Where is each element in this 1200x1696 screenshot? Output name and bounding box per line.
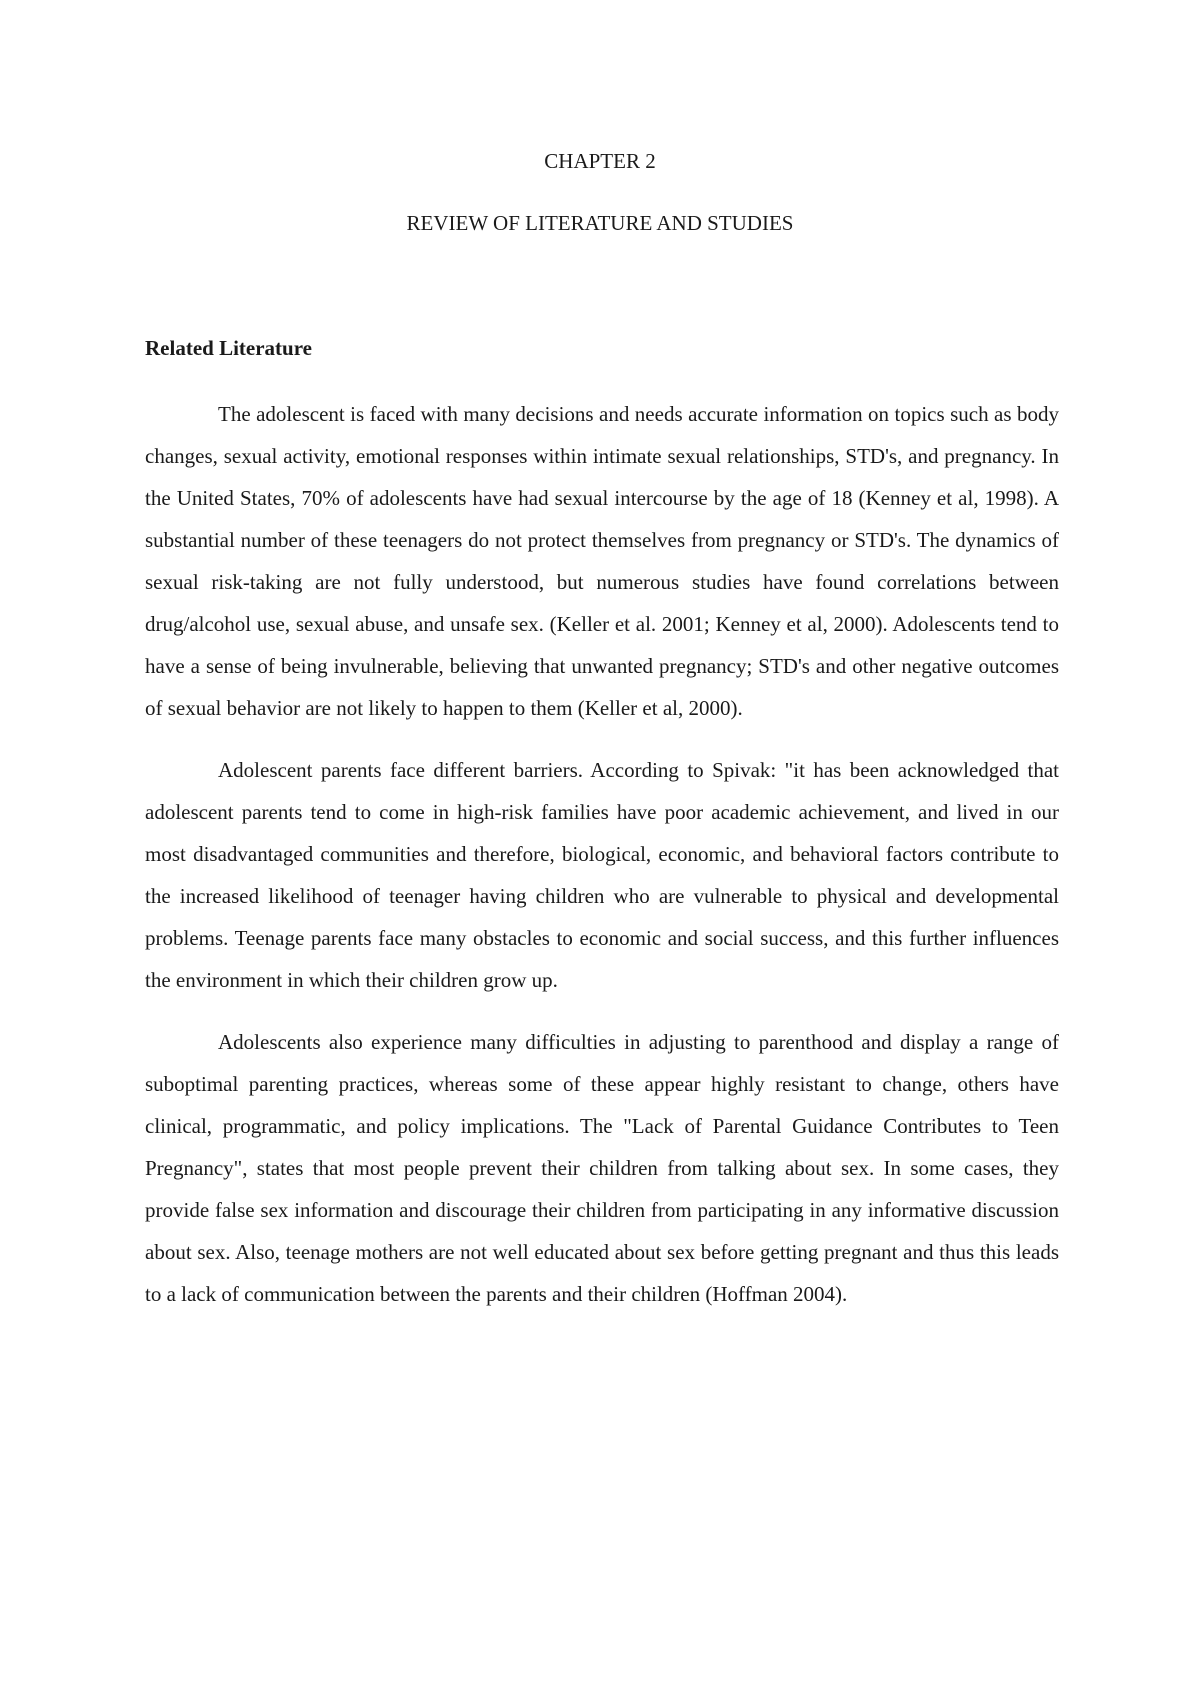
section-heading-related-literature: Related Literature bbox=[145, 336, 312, 360]
chapter-title: REVIEW OF LITERATURE AND STUDIES bbox=[406, 211, 794, 235]
paragraph-3: Adolescents also experience many difficulties in adjusting to parenthood and display a range of suboptimal parenting practices, whereas some of these appear highly resistant to change, others have clinical, programmatic, and policy implications. The "Lack of Parental Guidance Contributes to Teen Pregnancy", states that most people prevent their children from talking about sex. In some cases, they provide false sex information and discourage their children from participating in any informative discussion about sex. Also, teenage mothers are not well educated about sex before getting pregnant and thus this leads to a lack of communication between the parents and their children (Hoffman 2004). bbox=[145, 1030, 1059, 1306]
paragraph-1: The adolescent is faced with many decisions and needs accurate information on topics such as body changes, sexual activity, emotional responses within intimate sexual relationships, STD's, and pregnancy. In the United States, 70% of adolescents have had sexual intercourse by the age of 18 (Kenney et al, 1998). A substantial number of these teenagers do not protect themselves from pregnancy or STD's. The dynamics of sexual risk-taking are not fully understood, but numerous studies have found correlations between drug/alcohol use, sexual abuse, and unsafe sex. (Keller et al. 2001; Kenney et al, 2000). Adolescents tend to have a sense of being invulnerable, believing that unwanted pregnancy; STD's and other negative outcomes of sexual behavior are not likely to happen to them (Keller et al, 2000). bbox=[145, 402, 1059, 720]
chapter-heading: CHAPTER 2 bbox=[544, 149, 656, 173]
paragraph-2: Adolescent parents face different barriers. According to Spivak: "it has been acknowledged that adolescent parents tend to come in high-risk families have poor academic achievement, and lived in our most disadvantaged communities and therefore, biological, economic, and behavioral factors contribute to the increased likelihood of teenager having children who are vulnerable to physical and developmental problems. Teenage parents face many obstacles to economic and social success, and this further influences the environment in which their children grow up. bbox=[145, 758, 1059, 992]
body-text bbox=[145, 393, 1059, 1335]
